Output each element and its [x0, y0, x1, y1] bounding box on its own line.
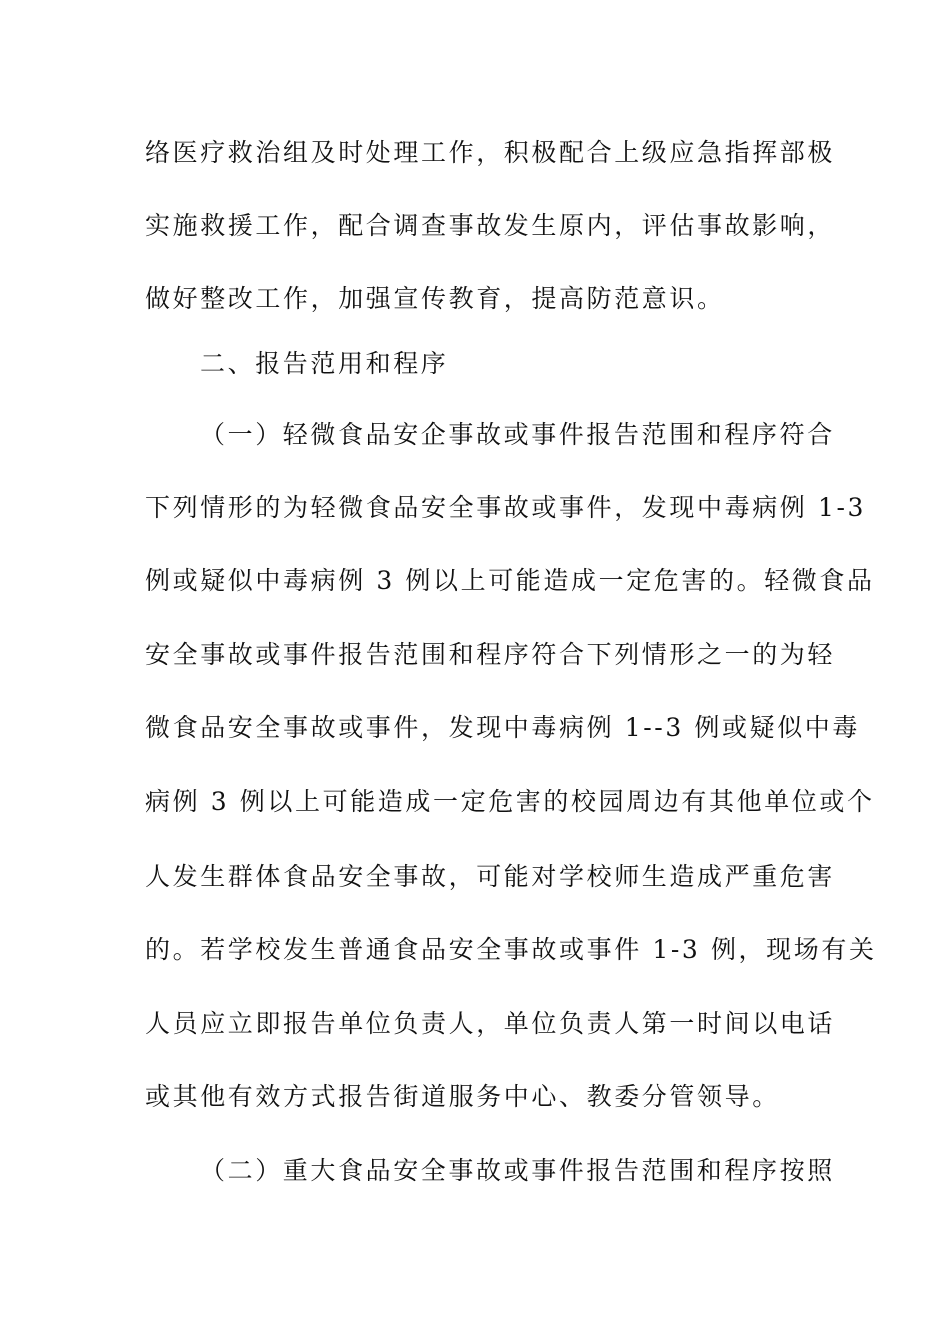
paragraph-line: 下列情形的为轻微食品安全事故或事件，发现中毒病例 1-3 — [145, 493, 867, 522]
section-heading: 二、报告范用和程序 — [200, 349, 449, 378]
paragraph-line: 的。若学校发生普通食品安全事故或事件 1-3 例，现场有关 — [145, 935, 877, 964]
paragraph-line: 络医疗救治组及时处理工作，积极配合上级应急指挥部极 — [145, 138, 836, 167]
paragraph-line: 病例 3 例以上可能造成一定危害的校园周边有其他单位或个 — [145, 787, 875, 816]
paragraph-line: 人发生群体食品安全事故，可能对学校师生造成严重危害 — [145, 862, 836, 891]
paragraph-line: 安全事故或事件报告范围和程序符合下列情形之一的为轻 — [145, 640, 836, 669]
subsection-heading-line: （一）轻微食品安企事故或事件报告范围和程序符合 — [200, 420, 835, 449]
paragraph-line: 实施救援工作，配合调查事故发生原内，评估事故影响， — [145, 211, 836, 240]
paragraph-line: 人员应立即报告单位负责人，单位负责人第一时间以电话 — [145, 1009, 836, 1038]
paragraph-line: 微食品安全事故或事件，发现中毒病例 1--3 例或疑似中毒 — [145, 713, 861, 742]
subsection-heading-line: （二）重大食品安全事故或事件报告范围和程序按照 — [200, 1156, 835, 1185]
paragraph-line: 或其他有效方式报告街道服务中心、教委分管领导。 — [145, 1082, 780, 1111]
paragraph-line: 例或疑似中毒病例 3 例以上可能造成一定危害的。轻微食品 — [145, 566, 875, 595]
paragraph-line: 做好整改工作，加强宣传教育，提高防范意识。 — [145, 284, 725, 313]
